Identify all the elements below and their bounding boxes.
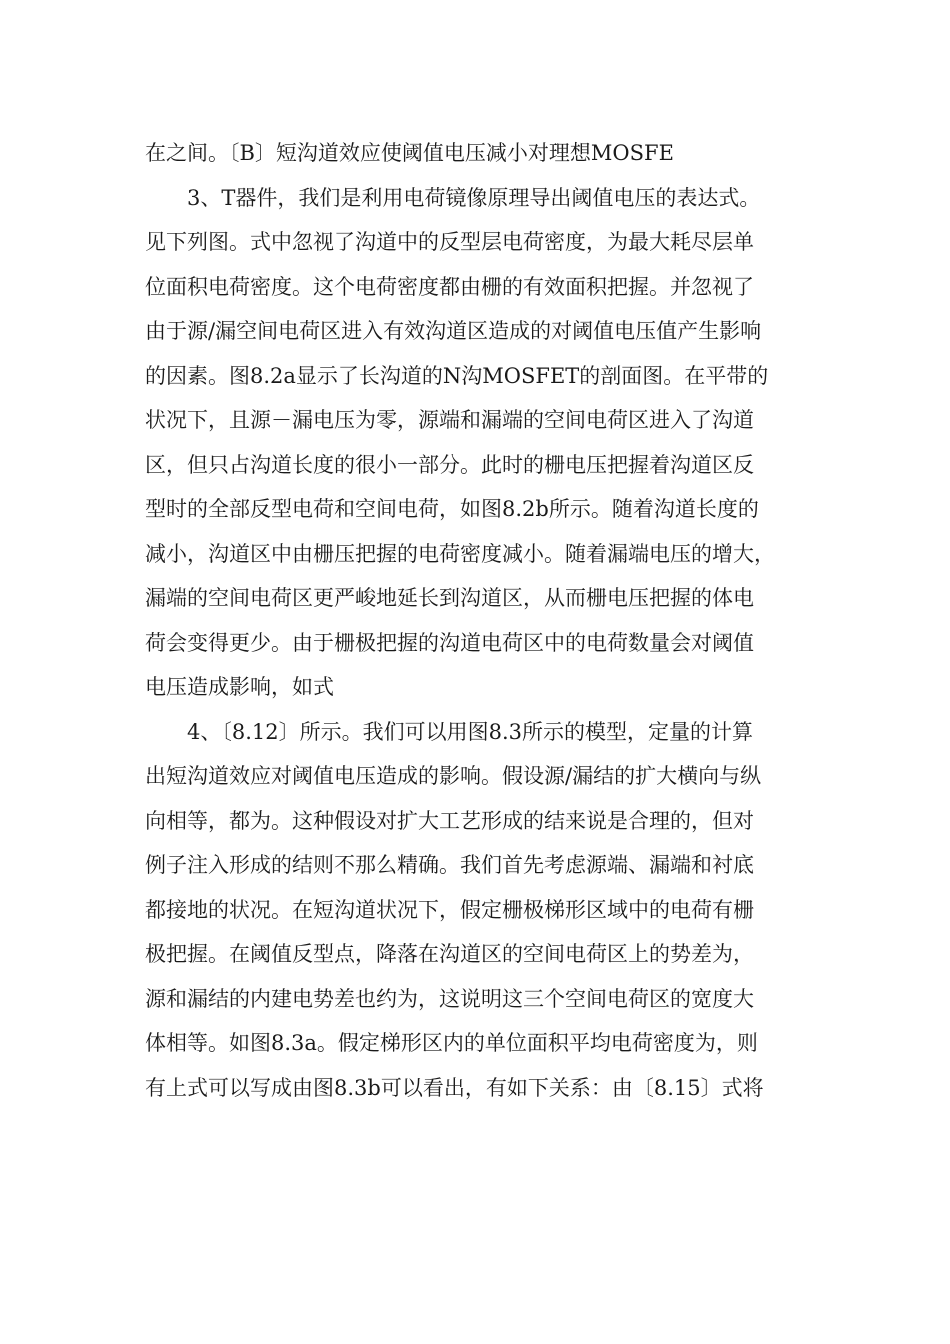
text-line: 有上式可以写成由图8.3b可以看出，有如下关系：由〔8.15〕式将 [145,1075,764,1100]
text-line: 区，但只占沟道长度的很小一部分。此时的栅电压把握着沟道区反 [145,452,754,477]
text-line: 在之间。〔B〕短沟道效应使阈值电压减小对理想MOSFE [145,141,674,165]
text-line: 都接地的状况。在短沟道状况下，假定栅极梯形区域中的电荷有栅 [145,897,754,922]
text-line: 3、T器件，我们是利用电荷镜像原理导出阈值电压的表达式。 [187,185,761,210]
text-line: 出短沟道效应对阈值电压造成的影响。假设源/漏结的扩大横向与纵 [145,764,762,788]
text-line: 电压造成影响，如式 [145,675,334,699]
text-line: 源和漏结的内建电势差也约为，这说明这三个空间电荷区的宽度大 [145,986,754,1011]
text-line: 型时的全部反型电荷和空间电荷，如图8.2b所示。随着沟道长度的 [145,497,759,521]
text-line: 极把握。在阈值反型点，降落在沟道区的空间电荷区上的势差为， [145,942,754,966]
text-line: 位面积电荷密度。这个电荷密度都由栅的有效面积把握。并忽视了 [145,274,754,299]
text-line: 见下列图。式中忽视了沟道中的反型层电荷密度，为最大耗尽层单 [145,230,754,254]
text-line: 向相等，都为。这种假设对扩大工艺形成的结来说是合理的，但对 [145,808,754,833]
text-line: 漏端的空间电荷区更严峻地延长到沟道区，从而栅电压把握的体电 [145,586,754,610]
body-text [145,131,807,1110]
text-line: 的因素。图8.2a显示了长沟道的N沟MOSFET的剖面图。在平带的 [145,363,769,388]
text-line: 状况下，且源－漏电压为零，源端和漏端的空间电荷区进入了沟道 [145,408,754,432]
text-line: 荷会变得更少。由于栅极把握的沟道电荷区中的电荷数量会对阈值 [145,630,754,655]
text-line: 由于源/漏空间电荷区进入有效沟道区造成的对阈值电压值产生影响 [145,319,762,343]
text-line: 减小，沟道区中由栅压把握的电荷密度减小。随着漏端电压的增大， [145,541,775,566]
text-line: 体相等。如图8.3a。假定梯形区内的单位面积平均电荷密度为，则 [145,1031,758,1055]
text-line: 例子注入形成的结则不那么精确。我们首先考虑源端、漏端和衬底 [145,853,754,877]
text-line: 4、〔8.12〕所示。我们可以用图8.3所示的模型，定量的计算 [187,719,754,744]
